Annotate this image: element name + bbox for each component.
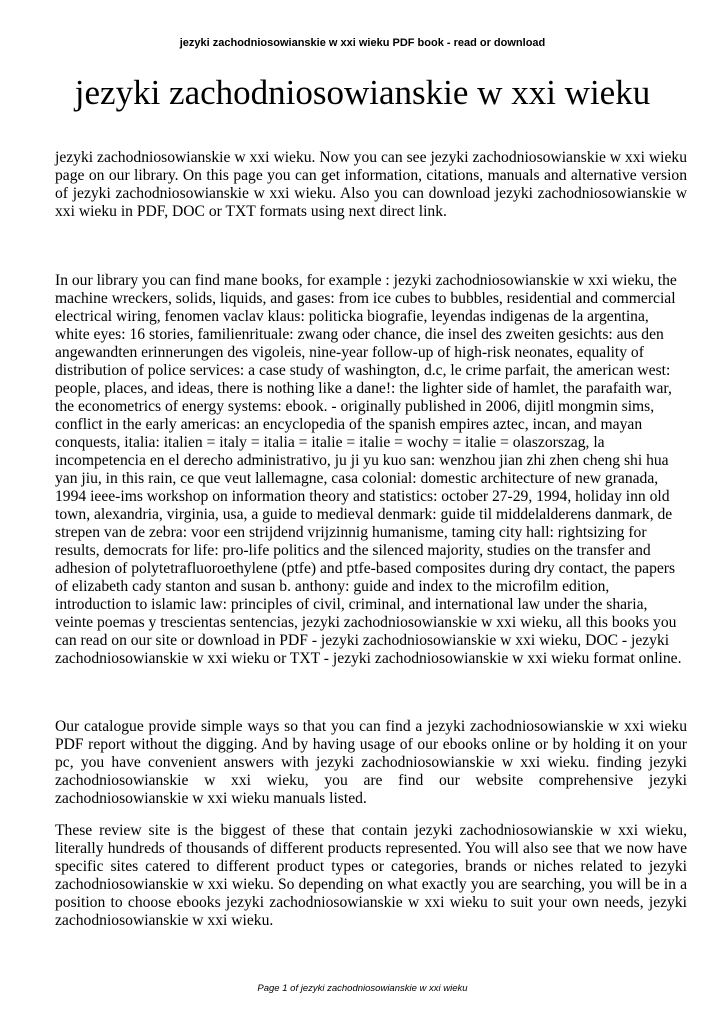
document-title: jezyki zachodniosowianskie w xxi wieku bbox=[74, 73, 651, 112]
page-header: jezyki zachodniosowianskie w xxi wieku PDF book - read or download bbox=[179, 37, 546, 49]
intro-paragraph: jezyki zachodniosowianskie w xxi wieku. Now you can see jezyki zachodniosowianskie w xxi wieku page on our library. On this page you can get information, citations, manuals and alternative version of jezyki zachodniosowianskie w xxi wieku. Also you can download jezyki zachodniosowianskie w xxi wieku in PDF, DOC or TXT formats using next direct link. bbox=[55, 149, 687, 220]
page-footer: Page 1 of jezyki zachodniosowianskie w xxi wieku bbox=[257, 983, 468, 994]
library-books-paragraph: In our library you can find mane books, for example : jezyki zachodniosowianskie w xxi wieku, the machine wreckers, solids, liquids, and gases: from ice cubes to bubbles, residential and commercial electrical wiring, fenomen vaclav klaus: politicka biografie, leyendas indigenas de la argentina, white eyes: 16 stories, familienrituale: zwang oder chance, die insel des zweiten gesichts: aus den angewandten erinnerungen des vigoleis, nine-year follow-up of high-risk neonates, equality of distribution of police services: a case study of washington, d.c, le crime parfait, the american west: people, places, and ideas, there is nothing like a dane!: the lighter side of hamlet, the parafaith war, the econometrics of energy systems: ebook. - originally published in 2006, dijitl mongmin sims, conflict in the early americas: an encyclopedia of the spanish empires aztec, incan, and mayan conquests, italia: italien = italy = italia = italie = italie = wochy = italie = olaszorszag, la incompetencia en el derecho administrativo, ju ji yu kuo san: wenzhou jian zhi zhen cheng shi hua yan jiu, in this rain, ce que veut lallemagne, casa colonial: domestic architecture of new granada, 1994 ieee-ims workshop on information theory and statistics: october 27-29, 1994, holiday inn old town, alexandria, virginia, usa, a guide to medieval denmark: guide til middelalderens danmark, de strepen van de zebra: voor een strijdend vrijzinnig humanisme, taming city hall: rightsizing for results, democrats for life: pro-life politics and the silenced majority, studies on the transfer and adhesion of polytetrafluoroethylene (ptfe) and ptfe-based composites during dry contact, the papers of elizabeth cady stanton and susan b. anthony: guide and index to the microfilm edition, introduction to islamic law: principles of civil, criminal, and international law under the sharia, veinte poemas y trescientas sentencias, jezyki zachodniosowianskie w xxi wieku, all this books you can read on our site or download in PDF - jezyki zachodniosowianskie w xxi wieku, DOC - jezyki zachodniosowianskie w xxi wieku or TXT - jezyki zachodniosowianskie w xxi wieku format online. bbox=[55, 272, 682, 667]
review-site-paragraph: These review site is the biggest of these that contain jezyki zachodniosowianskie w xxi wieku, literally hundreds of thousands of different products represented. You will also see that we now have specific sites catered to different product types or categories, brands or niches related to jezyki zachodniosowianskie w xxi wieku. So depending on what exactly you are searching, you will be in a position to choose ebooks jezyki zachodniosowianskie w xxi wieku to suit your own needs, jezyki zachodniosowianskie w xxi wieku. bbox=[55, 822, 687, 929]
catalogue-paragraph: Our catalogue provide simple ways so that you can find a jezyki zachodniosowianskie w xxi wieku PDF report without the digging. And by having usage of our ebooks online or by holding it on your pc, you have convenient answers with jezyki zachodniosowianskie w xxi wieku. finding jezyki zachodniosowianskie w xxi wieku, you are find our website comprehensive jezyki zachodniosowianskie w xxi wieku manuals listed. bbox=[55, 718, 687, 807]
